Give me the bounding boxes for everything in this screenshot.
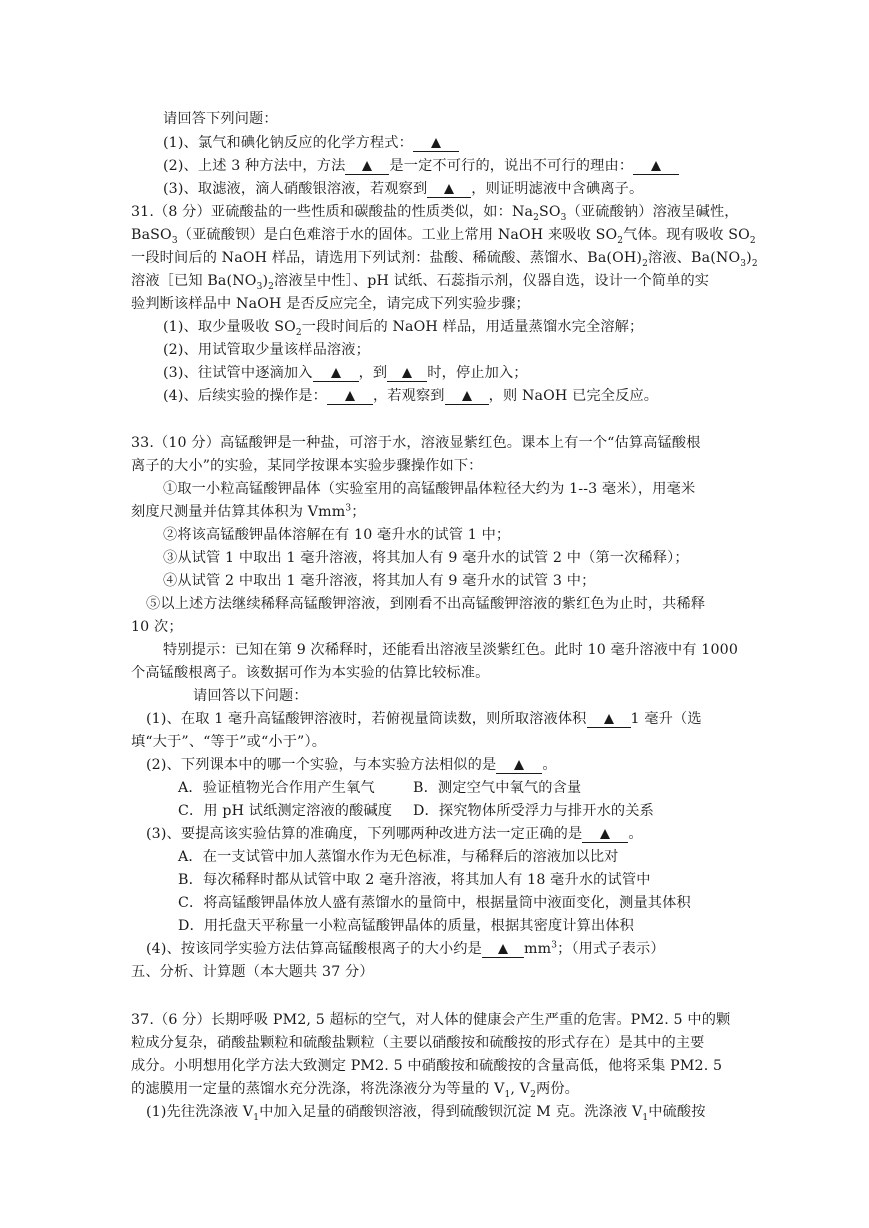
q33-option-2a: A．验证植物光合作用产生氧气 (178, 780, 375, 796)
q37-line-4: 的滤膜用一定量的蒸馏水充分洗涤，将洗涤液分为等量的 $V_1$, $V_2$两份。 (131, 1081, 580, 1100)
blank-triangle-icon (600, 829, 610, 839)
answer-blank[interactable] (496, 758, 542, 774)
answer-blank[interactable] (313, 366, 359, 382)
q33-step-3: ③从试管 1 中取出 1 毫升溶液，将其加人有 9 毫升水的试管 2 中（第一次稀释）； (163, 550, 689, 566)
q30-item-2: (2)、上述 3 种方法中，方法 是一定不可行的，说出不可行的理由： (163, 157, 679, 175)
blank-triangle-icon (514, 760, 524, 770)
q33-step-1a: ①取一小粒高锰酸钾晶体（实验室用的高锰酸钾晶体粒径大约为 1--3 毫米），用毫米 (163, 481, 696, 497)
blank-triangle-icon (444, 184, 454, 194)
q37-line-3: 成分。小明想用化学方法大致测定 PM2. 5 中硝酸按和硫酸按的含量高低，他将采集 PM2. 5 (131, 1058, 723, 1074)
q33-part-3: (3)、要提高该实验估算的准确度，下列哪两种改进方法一定正确的是 。 (146, 826, 643, 842)
q37-line-2: 粒成分复杂，硝酸盐颗粒和硫酸盐颗粒（主要以硝酸按和硫酸按的形式存在）是其中的主要 (131, 1035, 705, 1051)
answer-blank[interactable] (387, 366, 427, 382)
blank-triangle-icon (331, 368, 341, 378)
q33-step-1b: 刻度尺测量并估算其体积为 Vmm$^3$； (131, 503, 366, 520)
q31-line-2: BaSO$_3$（亚硫酸钡）是白色难溶于水的固体。工业上常用 NaOH 来吸收 $SO_2$气体。现有吸收 $SO_2$ (131, 227, 756, 246)
section-5-heading: 五、分析、计算题（本大题共 37 分） (131, 964, 374, 980)
q33-step-5b: 10 次； (131, 619, 183, 635)
answer-blank[interactable] (427, 182, 471, 198)
q33-option-2c: C．用 pH 试纸测定溶液的酸碱度 (178, 803, 393, 819)
q33-tip-1: 特别提示：已知在第 9 次稀释时，还能看出溶液呈淡紫红色。此时 10 毫升溶液中有 1000 (163, 642, 739, 658)
q31-step-1: (1)、取少量吸收 $SO_2$一段时间后的 NaOH 样品，用适量蒸馏水完全溶解； (163, 319, 644, 338)
q31-line-4: 溶液［已知 $Ba(NO_3)_2$溶液呈中性］、pH 试纸、石蕊指示剂，仪器自选，设计一个简单的实 (131, 273, 710, 292)
answer-blank[interactable] (482, 942, 524, 958)
q33-option-3d: D．用托盘天平称量一小粒高锰酸钾晶体的质量，根据其密度计算出体积 (178, 918, 634, 934)
q31-step-3: (3)、往试管中逐滴加入 ，到 时，停止加入； (163, 365, 528, 381)
q31-step-4: (4)、后续实验的操作是： ，若观察到 ，则 NaOH 已完全反应。 (163, 388, 659, 404)
q33-part-2: (2)、下列课本中的哪一个实验，与本实验方法相似的是 。 (146, 757, 557, 773)
q31-line-1: 31.（8 分）亚硫酸盐的一些性质和碳酸盐的性质类似，如：$Na_2SO_3$（亚硫酸钠）溶液呈碱性， (131, 204, 739, 223)
answer-blank[interactable] (582, 827, 628, 843)
blank-triangle-icon (362, 161, 372, 171)
q31-step-2: (2)、用试管取少量该样品溶液； (163, 342, 370, 358)
q37-line-5: (1)先往洗涤液 $V_1$中加入足量的硝酸钡溶液，得到硫酸钡沉淀 M 克。洗涤液 $V_1$中硫酸按 (146, 1104, 706, 1123)
q33-option-3c: C．将高锰酸钾晶体放人盛有蒸馏水的量筒中，根据量筒中液面变化，测量其体积 (178, 895, 691, 911)
q33-part-1a: (1)、在取 1 毫升高锰酸钾溶液时，若俯视量筒读数，则所取溶液体积 1 毫升（选 (146, 711, 702, 727)
q33-step-2: ②将该高锰酸钾晶体溶解在有 10 毫升水的试管 1 中； (163, 527, 511, 543)
answer-blank[interactable] (345, 159, 389, 175)
answer-blank[interactable] (413, 136, 459, 152)
q33-part-4: (4)、按该同学实验方法估算高锰酸根离子的大小约是 $mm^3$；（用式子表示） (146, 940, 665, 957)
blank-triangle-icon (402, 368, 412, 378)
blank-triangle-icon (462, 391, 472, 401)
blank-triangle-icon (431, 138, 441, 148)
q31-line-3: 一段时间后的 NaOH 样品，请选用下列试剂：盐酸、稀硫酸、蒸馏水、$Ba(OH)_2$溶液、$Ba(NO_3)_2$ (131, 250, 758, 269)
q33-step-5a: ⑤以上述方法继续稀释高锰酸钾溶液，到刚看不出高锰酸钾溶液的紫红色为止时，共稀释 (146, 596, 706, 612)
q33-prompt: 请回答以下问题： (193, 688, 308, 704)
q33-step-4: ④从试管 2 中取出 1 毫升溶液，将其加人有 9 毫升水的试管 3 中； (163, 573, 596, 589)
answer-blank[interactable] (445, 389, 489, 405)
q33-tip-2: 个高锰酸根离子。该数据可作为本实验的估算比较标准。 (131, 665, 490, 681)
q33-option-2b: B．测定空气中氧气的含量 (413, 780, 582, 796)
answer-blank[interactable] (587, 712, 631, 728)
answer-blank[interactable] (327, 389, 373, 405)
blank-triangle-icon (651, 161, 661, 171)
answer-blank[interactable] (633, 159, 679, 175)
blank-triangle-icon (345, 391, 355, 401)
q33-option-3a: A．在一支试管中加人蒸馏水作为无色标准，与稀释后的溶液加以比对 (178, 849, 619, 865)
q33-line-1: 33.（10 分）高锰酸钾是一种盐，可溶于水，溶液显紫红色。课本上有一个“估算高锰酸根 (131, 435, 701, 451)
q33-option-2d: D．探究物体所受浮力与排开水的关系 (413, 803, 654, 819)
q30-prompt: 请回答下列问题： (163, 111, 278, 127)
q30-item-1: (1)、氯气和碘化钠反应的化学方程式： (163, 134, 459, 152)
q33-part-1b: 填“大于”、“等于”或“小于”）。 (131, 734, 327, 750)
blank-triangle-icon (604, 714, 614, 724)
q33-line-2: 离子的大小”的实验，某同学按课本实验步骤操作如下： (131, 458, 483, 474)
q31-line-5: 验判断该样品中 NaOH 是否反应完全，请完成下列实验步骤； (131, 296, 530, 312)
q33-option-3b: B．每次稀释时都从试管中取 2 毫升溶液，将其加人有 18 毫升水的试管中 (178, 872, 651, 888)
q37-line-1: 37.（6 分）长期呼吸 PM2, 5 超标的空气，对人体的健康会产生严重的危害。PM2. 5 中的颗 (131, 1012, 731, 1028)
blank-triangle-icon (498, 944, 508, 954)
q30-item-3: (3)、取滤液，滴人硝酸银溶液，若观察到 ，则证明滤液中含碘离子。 (163, 181, 644, 197)
